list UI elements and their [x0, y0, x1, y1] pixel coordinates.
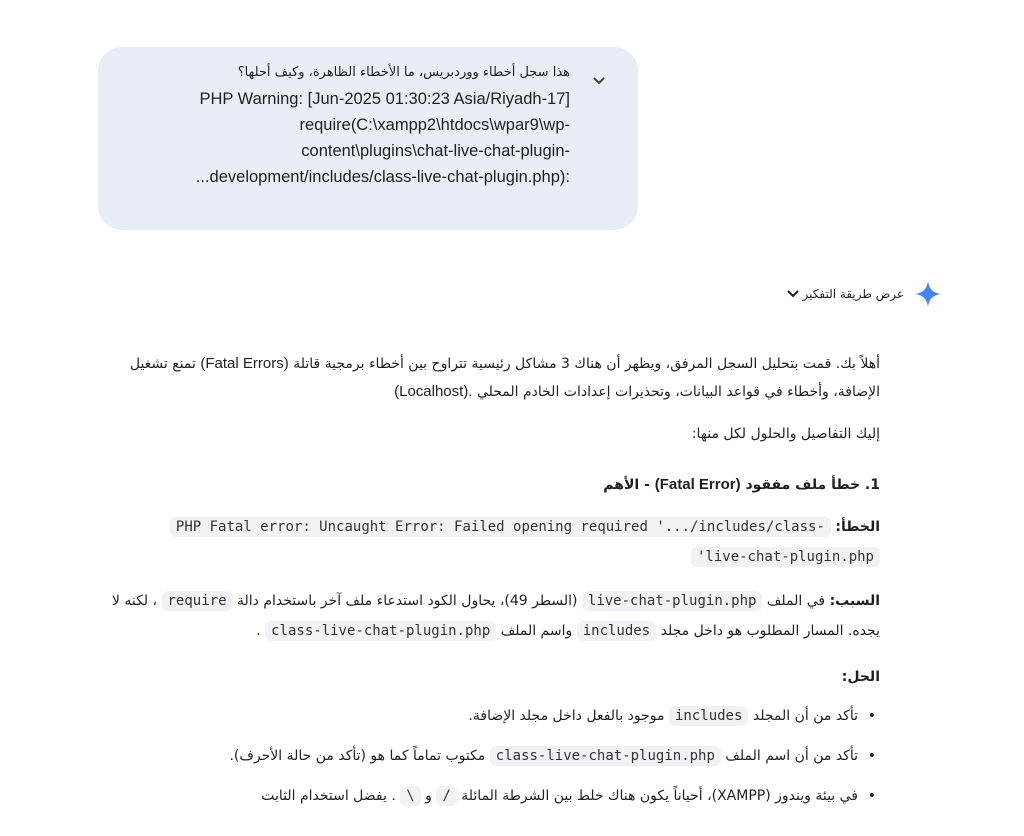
chevron-down-icon: [787, 290, 799, 298]
intro-text: أهلاً بك. قمت بتحليل السجل المرفق، ويظهر أن هناك 3 مشاكل رئيسية تتراوح بين أخطاء برمجية قاتلة: [293, 356, 880, 372]
error-label: الخطأ:: [835, 519, 880, 535]
list-item: [100, 782, 858, 810]
cause-text: في الملف: [766, 593, 826, 609]
section-1-title: [100, 470, 880, 500]
bullet-text: في بيئة ويندوز (XAMPP)، أحياناً يكون هناك خلط بين الشرطة المائلة: [461, 788, 858, 804]
section-title-text: 1. خطأ ملف مفقود: [745, 477, 880, 493]
error-code: 'live-chat-plugin.php: [691, 547, 880, 567]
intro-paragraph: [100, 350, 880, 406]
gemini-sparkle-icon: [914, 280, 942, 308]
expand-message-button[interactable]: [588, 70, 610, 92]
cause-text: .: [256, 623, 261, 639]
bullet-text: موجود بالفعل داخل مجلد الإضافة.: [468, 708, 665, 724]
solution-label: الحل:: [841, 669, 880, 685]
inline-code: class-live-chat-plugin.php: [265, 621, 496, 641]
user-message-text: [130, 60, 570, 190]
section-title-text: - الأهم: [603, 477, 650, 493]
error-line: [100, 512, 880, 572]
cause-text: واسم الملف: [500, 623, 573, 639]
cause-text: يجده. المسار المطلوب هو داخل مجلد: [660, 623, 880, 639]
intro-text: تمنع تشغيل: [129, 356, 196, 372]
log-line-4: ...development/includes/class-live-chat-plugin.php):: [195, 168, 570, 186]
intro-term: (Localhost).: [394, 383, 473, 400]
error-code: PHP Fatal error: Uncaught Error: Failed opening required '.../includes/class-: [170, 517, 831, 537]
inline-code: require: [162, 591, 233, 611]
thinking-row: [787, 280, 942, 308]
log-line-3: content\plugins\chat-live-chat-plugin-: [301, 142, 570, 160]
inline-code: /: [436, 786, 456, 806]
log-line-2: require(C:\xampp2\htdocs\wpar9\wp-: [299, 116, 570, 134]
inline-code: \: [400, 786, 420, 806]
show-thinking-toggle[interactable]: [787, 287, 904, 301]
bullet-text: و: [425, 788, 432, 804]
details-line: إليك التفاصيل والحلول لكل منها:: [691, 426, 880, 442]
bullet-text: . يفضل استخدام الثابت: [261, 788, 396, 804]
inline-code: includes: [577, 621, 656, 641]
show-thinking-label: عرض طريقة التفكير: [802, 287, 904, 301]
cause-text: (السطر 49)، يحاول الكود استدعاء ملف آخر باستخدام دالة: [236, 593, 578, 609]
inline-code: class-live-chat-plugin.php: [490, 746, 721, 766]
intro-text: الإضافة، وأخطاء في قواعد البيانات، وتحذيرات إعدادات الخادم المحلي: [476, 384, 880, 400]
list-item: [100, 702, 858, 730]
list-item: [100, 742, 858, 770]
solution-list: [100, 702, 880, 810]
cause-text: ، لكنه لا: [111, 593, 158, 609]
bullet-text: تأكد من أن المجلد: [752, 708, 858, 724]
cause-paragraph: [100, 586, 880, 646]
inline-code: includes: [669, 706, 748, 726]
intro-term: (Fatal Errors): [200, 355, 289, 372]
user-question: هذا سجل أخطاء ووردبريس، ما الأخطاء الظاهرة، وكيف أحلها؟: [237, 65, 570, 80]
bullet-text: مكتوب تماماً كما هو (تأكد من حالة الأحرف).: [229, 748, 486, 764]
chevron-down-icon: [592, 76, 606, 86]
section-title-term: (Fatal Error): [654, 476, 741, 493]
cause-label: السبب:: [829, 593, 880, 609]
assistant-response: [100, 350, 880, 810]
bullet-text: تأكد من أن اسم الملف: [725, 748, 858, 764]
inline-code: live-chat-plugin.php: [582, 591, 763, 611]
log-line-1: PHP Warning: [Jun-2025 01:30:23 Asia/Riyadh-17]: [199, 90, 570, 108]
